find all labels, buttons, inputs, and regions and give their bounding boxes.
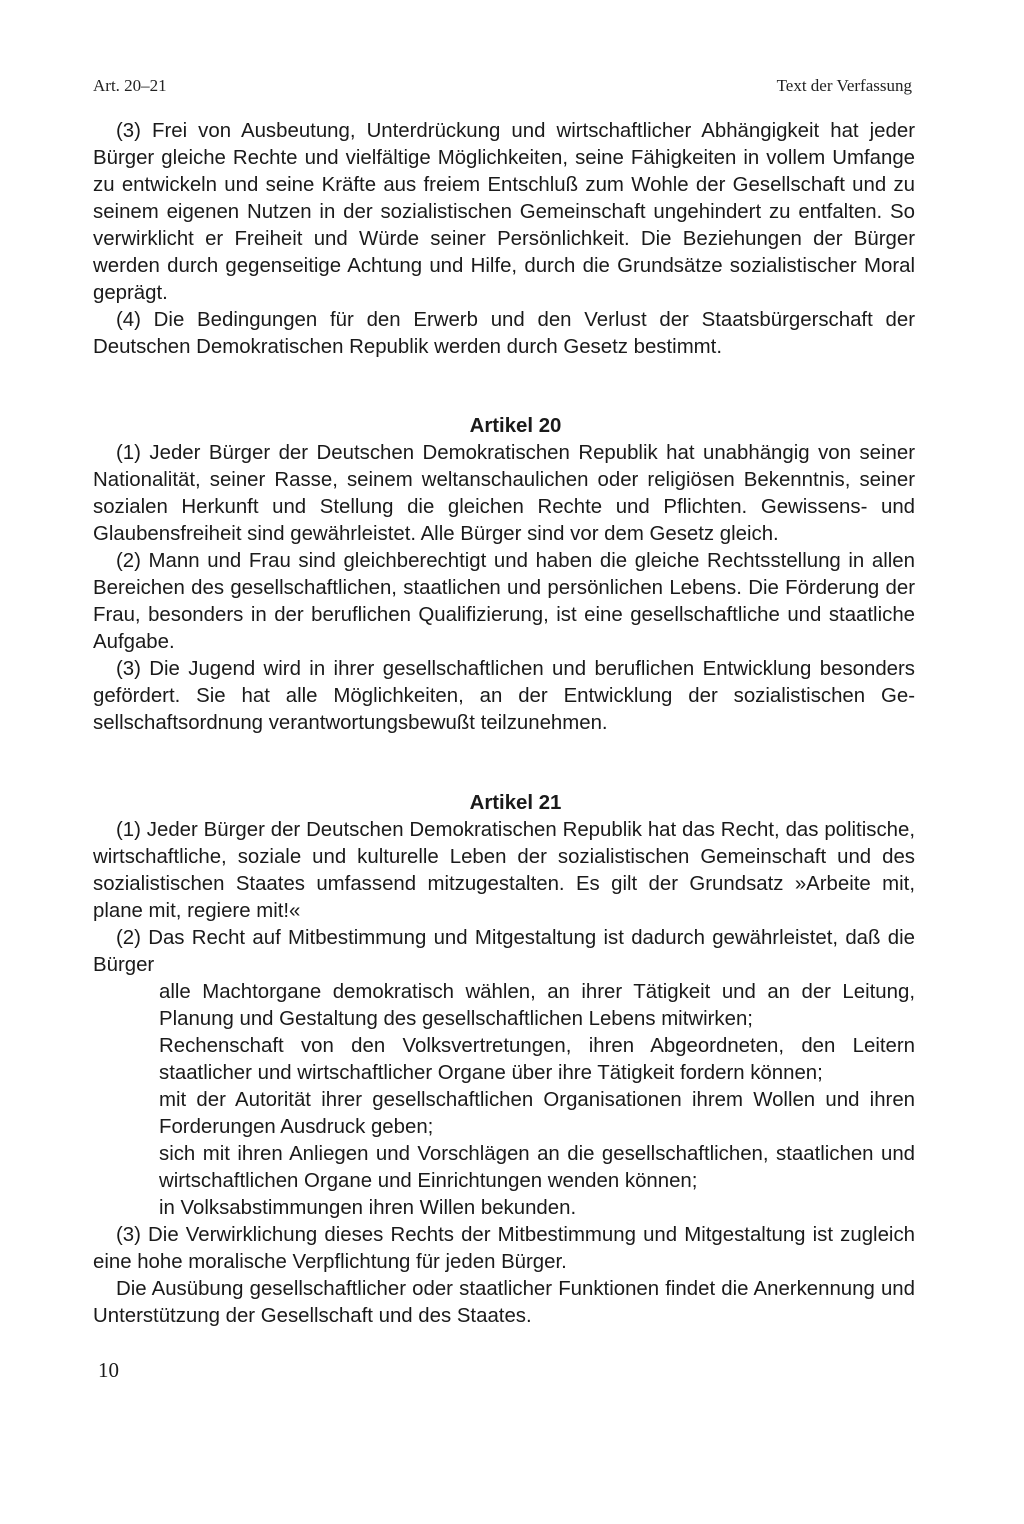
- rights-list: [93, 979, 915, 1222]
- list-item: sich mit ihren Anliegen und Vorschlägen an die gesellschaftlichen, staatlichen und wirtschaftlichen Organe und Einrichtungen wenden können;: [159, 1143, 915, 1192]
- paragraph-art19-4: (4) Die Bedingungen für den Erwerb und den Verlust der Staatsbürgerschaft der Deutschen Demokratischen Republik werden durch Gesetz bestimmt.: [93, 309, 915, 358]
- paragraph-art20-1: (1) Jeder Bürger der Deutschen Demokratischen Republik hat unabhängig von seiner Nationalität, seiner Rasse, seinem weltanschaulichen oder religiösen Bekenntnis, seiner sozialen Herkunft und Stellung die gleichen Rechte und Pflichten. Gewissens- und Glaubensfreiheit sind gewährleistet. Alle Bürger sind vor dem Gesetz gleich.: [93, 442, 915, 545]
- body-text: [93, 118, 915, 1330]
- header-article-range: Art. 20–21: [93, 76, 167, 95]
- paragraph-art21-3: (3) Die Verwirklichung dieses Rechts der Mitbestimmung und Mitgestaltung ist zugleich eine hohe moralische Verpflichtung für jeden Bürger.: [93, 1224, 915, 1273]
- paragraph-art19-3: (3) Frei von Ausbeutung, Unterdrückung und wirtschaftlicher Abhängigkeit hat jeder Bürger gleiche Rechte und vielfältige Möglichkeiten, seine Fähigkeiten in vollem Umfange zu entwickeln und seine Kräfte aus freiem Entschluß zum Wohle der Gesellschaft und zu seinem eigenen Nutzen in der sozialistischen Gemeinschaft ungehindert zu entfalten. So verwirklicht er Freiheit und Würde seiner Persönlichkeit. Die Beziehungen der Bürger werden durch gegenseitige Achtung und Hilfe, durch die Grundsätze sozialistischer Moral geprägt.: [93, 120, 915, 304]
- page-number: 10: [98, 1358, 119, 1382]
- list-item: alle Machtorgane demokratisch wählen, an ihrer Tätigkeit und an der Leitung, Planung und Gestaltung des gesellschaftlichen Lebens mitwirken;: [159, 981, 915, 1030]
- paragraph-art20-3: (3) Die Jugend wird in ihrer gesellschaftlichen und beruflichen Entwicklung besonders gefördert. Sie hat alle Möglichkeiten, an der Entwicklung der sozialistischen Gesellschaftsordnung verantwortungsbewußt teilzunehmen.: [93, 658, 915, 734]
- paragraph-art21-2: (2) Das Recht auf Mitbestimmung und Mitgestaltung ist dadurch gewährleistet, daß die Bürger: [93, 927, 915, 976]
- paragraph-art21-4: Die Ausübung gesellschaftlicher oder staatlicher Funktionen findet die Anerkennung und Unterstützung der Gesellschaft und des Staates.: [93, 1278, 915, 1327]
- list-item: mit der Autorität ihrer gesellschaftlichen Organisationen ihrem Wollen und ihren Forderungen Ausdruck geben;: [159, 1089, 915, 1138]
- list-item: Rechenschaft von den Volksvertretungen, ihren Abgeordneten, den Leitern staatlicher und wirtschaftlicher Organe über ihre Tätigkeit fordern können;: [159, 1035, 915, 1084]
- article-20-heading: Artikel 20: [469, 415, 562, 437]
- article-21-heading: Artikel 21: [469, 792, 562, 814]
- list-item: in Volksabstimmungen ihren Willen bekunden.: [159, 1197, 577, 1219]
- paragraph-art21-1: (1) Jeder Bürger der Deutschen Demokratischen Republik hat das Recht, das politische, wirtschaftliche, soziale und kulturelle Leben der sozialistischen Gemeinschaft und des sozialistischen Staates umfassend mitzugestalten. Es gilt der Grundsatz »Arbeite mit, plane mit, regiere mit!«: [93, 819, 915, 922]
- running-header: [93, 76, 912, 96]
- paragraph-art20-2: (2) Mann und Frau sind gleichberechtigt und haben die gleiche Rechtsstellung in allen Bereichen des gesellschaftlichen, staatlichen und persönlichen Lebens. Die Förderung der Frau, besonders in der beruflichen Qualifizierung, ist eine gesellschaftliche und staatliche Aufgabe.: [93, 550, 915, 653]
- header-section-title: Text der Verfassung: [776, 76, 912, 95]
